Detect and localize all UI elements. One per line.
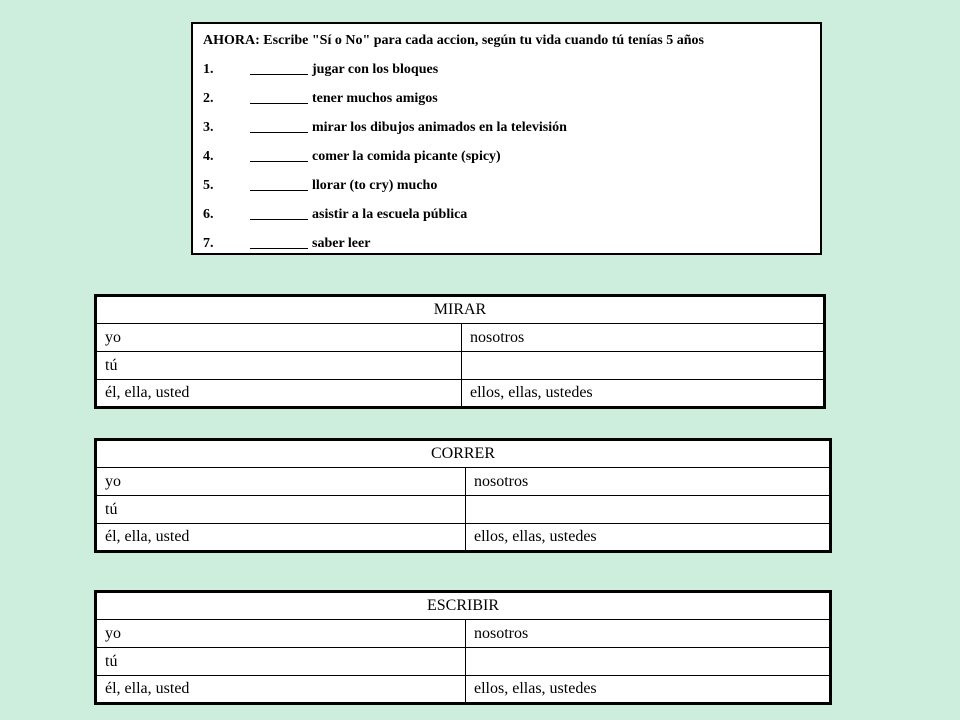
table-row (96, 524, 831, 552)
list-item (203, 206, 810, 224)
table-row (96, 380, 825, 408)
item-number: 1. (203, 62, 214, 77)
answer-blank[interactable] (250, 61, 308, 75)
item-text: comer la comida picante (spicy) (312, 149, 501, 164)
pronoun-cell[interactable]: tú (96, 496, 466, 524)
answer-blank[interactable] (250, 235, 308, 249)
table-row (96, 496, 831, 524)
pronoun-cell[interactable]: nosotros (466, 468, 831, 496)
pronoun-cell[interactable]: yo (96, 468, 466, 496)
ahora-instruction: Escribe "Sí o No" para cada accion, según tu vida cuando tú tenías 5 años (263, 33, 704, 48)
item-text: llorar (to cry) mucho (312, 178, 438, 193)
table-header-row (96, 440, 831, 468)
answer-blank[interactable] (250, 177, 308, 191)
ahora-label: AHORA: (203, 33, 260, 48)
pronoun-cell[interactable]: ellos, ellas, ustedes (466, 676, 831, 704)
list-item (203, 90, 810, 108)
table-row (96, 676, 831, 704)
item-text: saber leer (312, 236, 371, 251)
answer-blank[interactable] (250, 90, 308, 104)
conjugation-table-mirar (94, 294, 826, 409)
pronoun-cell[interactable]: tú (96, 352, 462, 380)
pronoun-cell[interactable]: ellos, ellas, ustedes (462, 380, 825, 408)
item-number: 4. (203, 149, 214, 164)
answer-blank[interactable] (250, 119, 308, 133)
pronoun-cell[interactable]: nosotros (466, 620, 831, 648)
list-item (203, 61, 810, 79)
table-header-row (96, 296, 825, 324)
table-row (96, 324, 825, 352)
answer-blank[interactable] (250, 206, 308, 220)
list-item (203, 235, 810, 253)
answer-blank[interactable] (250, 148, 308, 162)
pronoun-cell[interactable]: yo (96, 324, 462, 352)
conjugation-table-escribir (94, 590, 832, 705)
item-text: tener muchos amigos (312, 91, 438, 106)
list-item (203, 177, 810, 195)
item-number: 7. (203, 236, 214, 251)
pronoun-cell[interactable]: él, ella, usted (96, 380, 462, 408)
table-row (96, 352, 825, 380)
list-item (203, 119, 810, 137)
ahora-exercise-box (191, 22, 822, 255)
item-text: asistir a la escuela pública (312, 207, 468, 222)
empty-cell[interactable] (466, 496, 831, 524)
list-item (203, 148, 810, 166)
ahora-title (203, 32, 810, 50)
item-number: 6. (203, 207, 214, 222)
table-row (96, 648, 831, 676)
table-row (96, 468, 831, 496)
table-header-row (96, 592, 831, 620)
verb-header: CORRER (96, 440, 831, 468)
item-number: 5. (203, 178, 214, 193)
pronoun-cell[interactable]: yo (96, 620, 466, 648)
conjugation-table-correr (94, 438, 832, 553)
verb-header: ESCRIBIR (96, 592, 831, 620)
item-text: jugar con los bloques (312, 62, 439, 77)
ahora-list (203, 61, 810, 253)
pronoun-cell[interactable]: nosotros (462, 324, 825, 352)
verb-header: MIRAR (96, 296, 825, 324)
pronoun-cell[interactable]: tú (96, 648, 466, 676)
empty-cell[interactable] (462, 352, 825, 380)
pronoun-cell[interactable]: él, ella, usted (96, 524, 466, 552)
item-number: 2. (203, 91, 214, 106)
empty-cell[interactable] (466, 648, 831, 676)
table-row (96, 620, 831, 648)
item-text: mirar los dibujos animados en la televisión (312, 120, 567, 135)
pronoun-cell[interactable]: ellos, ellas, ustedes (466, 524, 831, 552)
pronoun-cell[interactable]: él, ella, usted (96, 676, 466, 704)
item-number: 3. (203, 120, 214, 135)
